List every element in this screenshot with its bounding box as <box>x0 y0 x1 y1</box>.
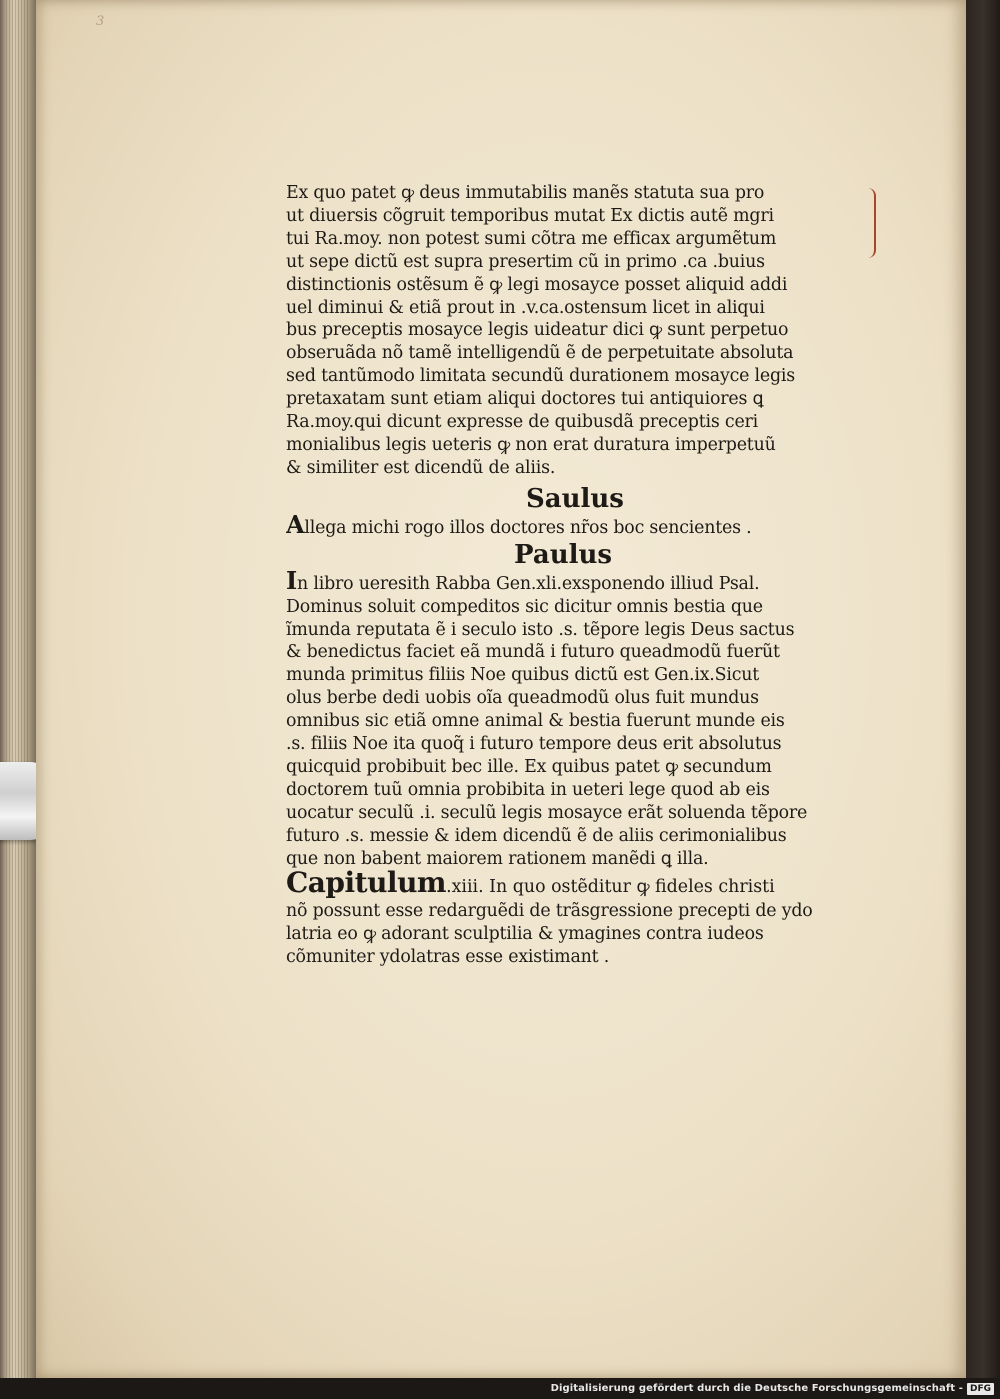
text-line: monialibus legis ueteris ꝙ non erat duratura imperpetuũ <box>286 434 776 455</box>
text-line: sed tantũmodo limitata secundũ durationem mosayce legis <box>286 366 796 387</box>
chapter-word: Capitulum <box>286 866 447 900</box>
paulus-line: n libro ueresith Rabba Gen.xli.exsponendo illiud Psal. <box>297 573 760 594</box>
text-line: nõ possunt esse redarguẽdi de trãsgressione precepti de ydo <box>286 901 813 922</box>
text-line: obseruãda nõ tamẽ intelligendũ ẽ de perpetuitate absoluta <box>286 343 794 364</box>
dfg-logo: DFG <box>967 1383 994 1395</box>
text-line: & benedictus faciet eã mundã i futuro queadmodũ fuerũt <box>286 642 780 663</box>
rubric-bracket <box>860 188 876 258</box>
text-line: munda primitus filiis Noe quibus dictũ est Gen.ix.Sicut <box>286 665 760 686</box>
text-line: olus berbe dedi uobis oĩa queadmodũ olus fuit mundus <box>286 688 759 709</box>
chapter-heading <box>286 866 856 900</box>
main-text <box>286 182 856 969</box>
text-line: .s. filiis Noe ita quoq̃ i futuro tempore deus erit absolutus <box>286 734 782 755</box>
text-line: tui Ra.moy. non potest sumi cõtra me efficax argumẽtum <box>286 228 777 249</box>
saulus-speech <box>286 514 856 540</box>
text-line: bus preceptis mosayce legis uideatur dici ꝙ sunt perpetuo <box>286 320 789 341</box>
text-line: distinctionis ostẽsum ẽ ꝙ legi mosayce posset aliquid addi <box>286 274 788 295</box>
paulus-first-line <box>286 570 856 596</box>
footer-credit: Digitalisierung gefördert durch die Deutsche Forschungsgemeinschaft - <box>550 1383 963 1394</box>
chapter-title: .xiii. In quo ostẽditur ꝙ fideles christi <box>446 877 775 898</box>
text-line: ut sepe dictũ est supra presertim cũ in primo .ca .buius <box>286 251 765 272</box>
text-line: uocatur seculũ .i. seculũ legis mosayce erãt soluenda tẽpore <box>286 802 808 823</box>
text-line: Ex quo patet ꝙ deus immutabilis manẽs statuta sua pro <box>286 183 765 203</box>
text-line: cõmuniter ydolatras esse existimant . <box>286 947 610 968</box>
footer-bar <box>0 1378 1000 1399</box>
speaker-heading-saulus: Saulus <box>526 483 624 514</box>
book-edge-right <box>966 0 1000 1378</box>
text-line: Dominus soluit compeditos sic dicitur omnis bestia que <box>286 596 763 617</box>
text-line: & similiter est dicendũ de aliis. <box>286 457 556 478</box>
text-line: ut diuersis cõgruit temporibus mutat Ex dictis autẽ mgri <box>286 205 774 226</box>
text-line: omnibus sic etiã omne animal & bestia fuerunt munde eis <box>286 711 785 732</box>
text-line: quicquid probibuit bec ille. Ex quibus patet ꝙ secundum <box>286 756 772 777</box>
book-edge-left <box>0 0 36 1399</box>
text-line: pretaxatam sunt etiam aliqui doctores tui antiquiores ꝗ <box>286 389 764 410</box>
initial-letter: A <box>286 513 305 539</box>
text-line: futuro .s. messie & idem dicendũ ẽ de aliis cerimonialibus <box>286 825 787 846</box>
text-line: ĩmunda reputata ẽ i seculo isto .s. tẽpore legis Deus sactus <box>286 619 795 640</box>
paragraph-paulus <box>286 596 856 871</box>
text-line: que non babent maiorem rationem manẽdi ꝗ illa. <box>286 848 709 869</box>
initial-letter: I <box>286 569 298 595</box>
marginal-note: 3 <box>96 14 105 29</box>
saulus-line: llega michi rogo illos doctores nr̃os boc sencientes . <box>304 517 752 538</box>
paragraph-opening <box>286 182 856 480</box>
text-line: uel diminui & etiã prout in .v.ca.ostensum licet in aliqui <box>286 297 765 318</box>
text-line: latria eo ꝙ adorant sculptilia & ymagines contra iudeos <box>286 924 764 945</box>
paragraph-chapter <box>286 900 856 969</box>
speaker-heading-paulus: Paulus <box>514 539 613 570</box>
text-line: Ra.moy.qui dicunt expresse de quibusdã preceptis ceri <box>286 412 759 433</box>
text-line: doctorem tuũ omnia probibita in ueteri lege quod ab eis <box>286 779 770 800</box>
